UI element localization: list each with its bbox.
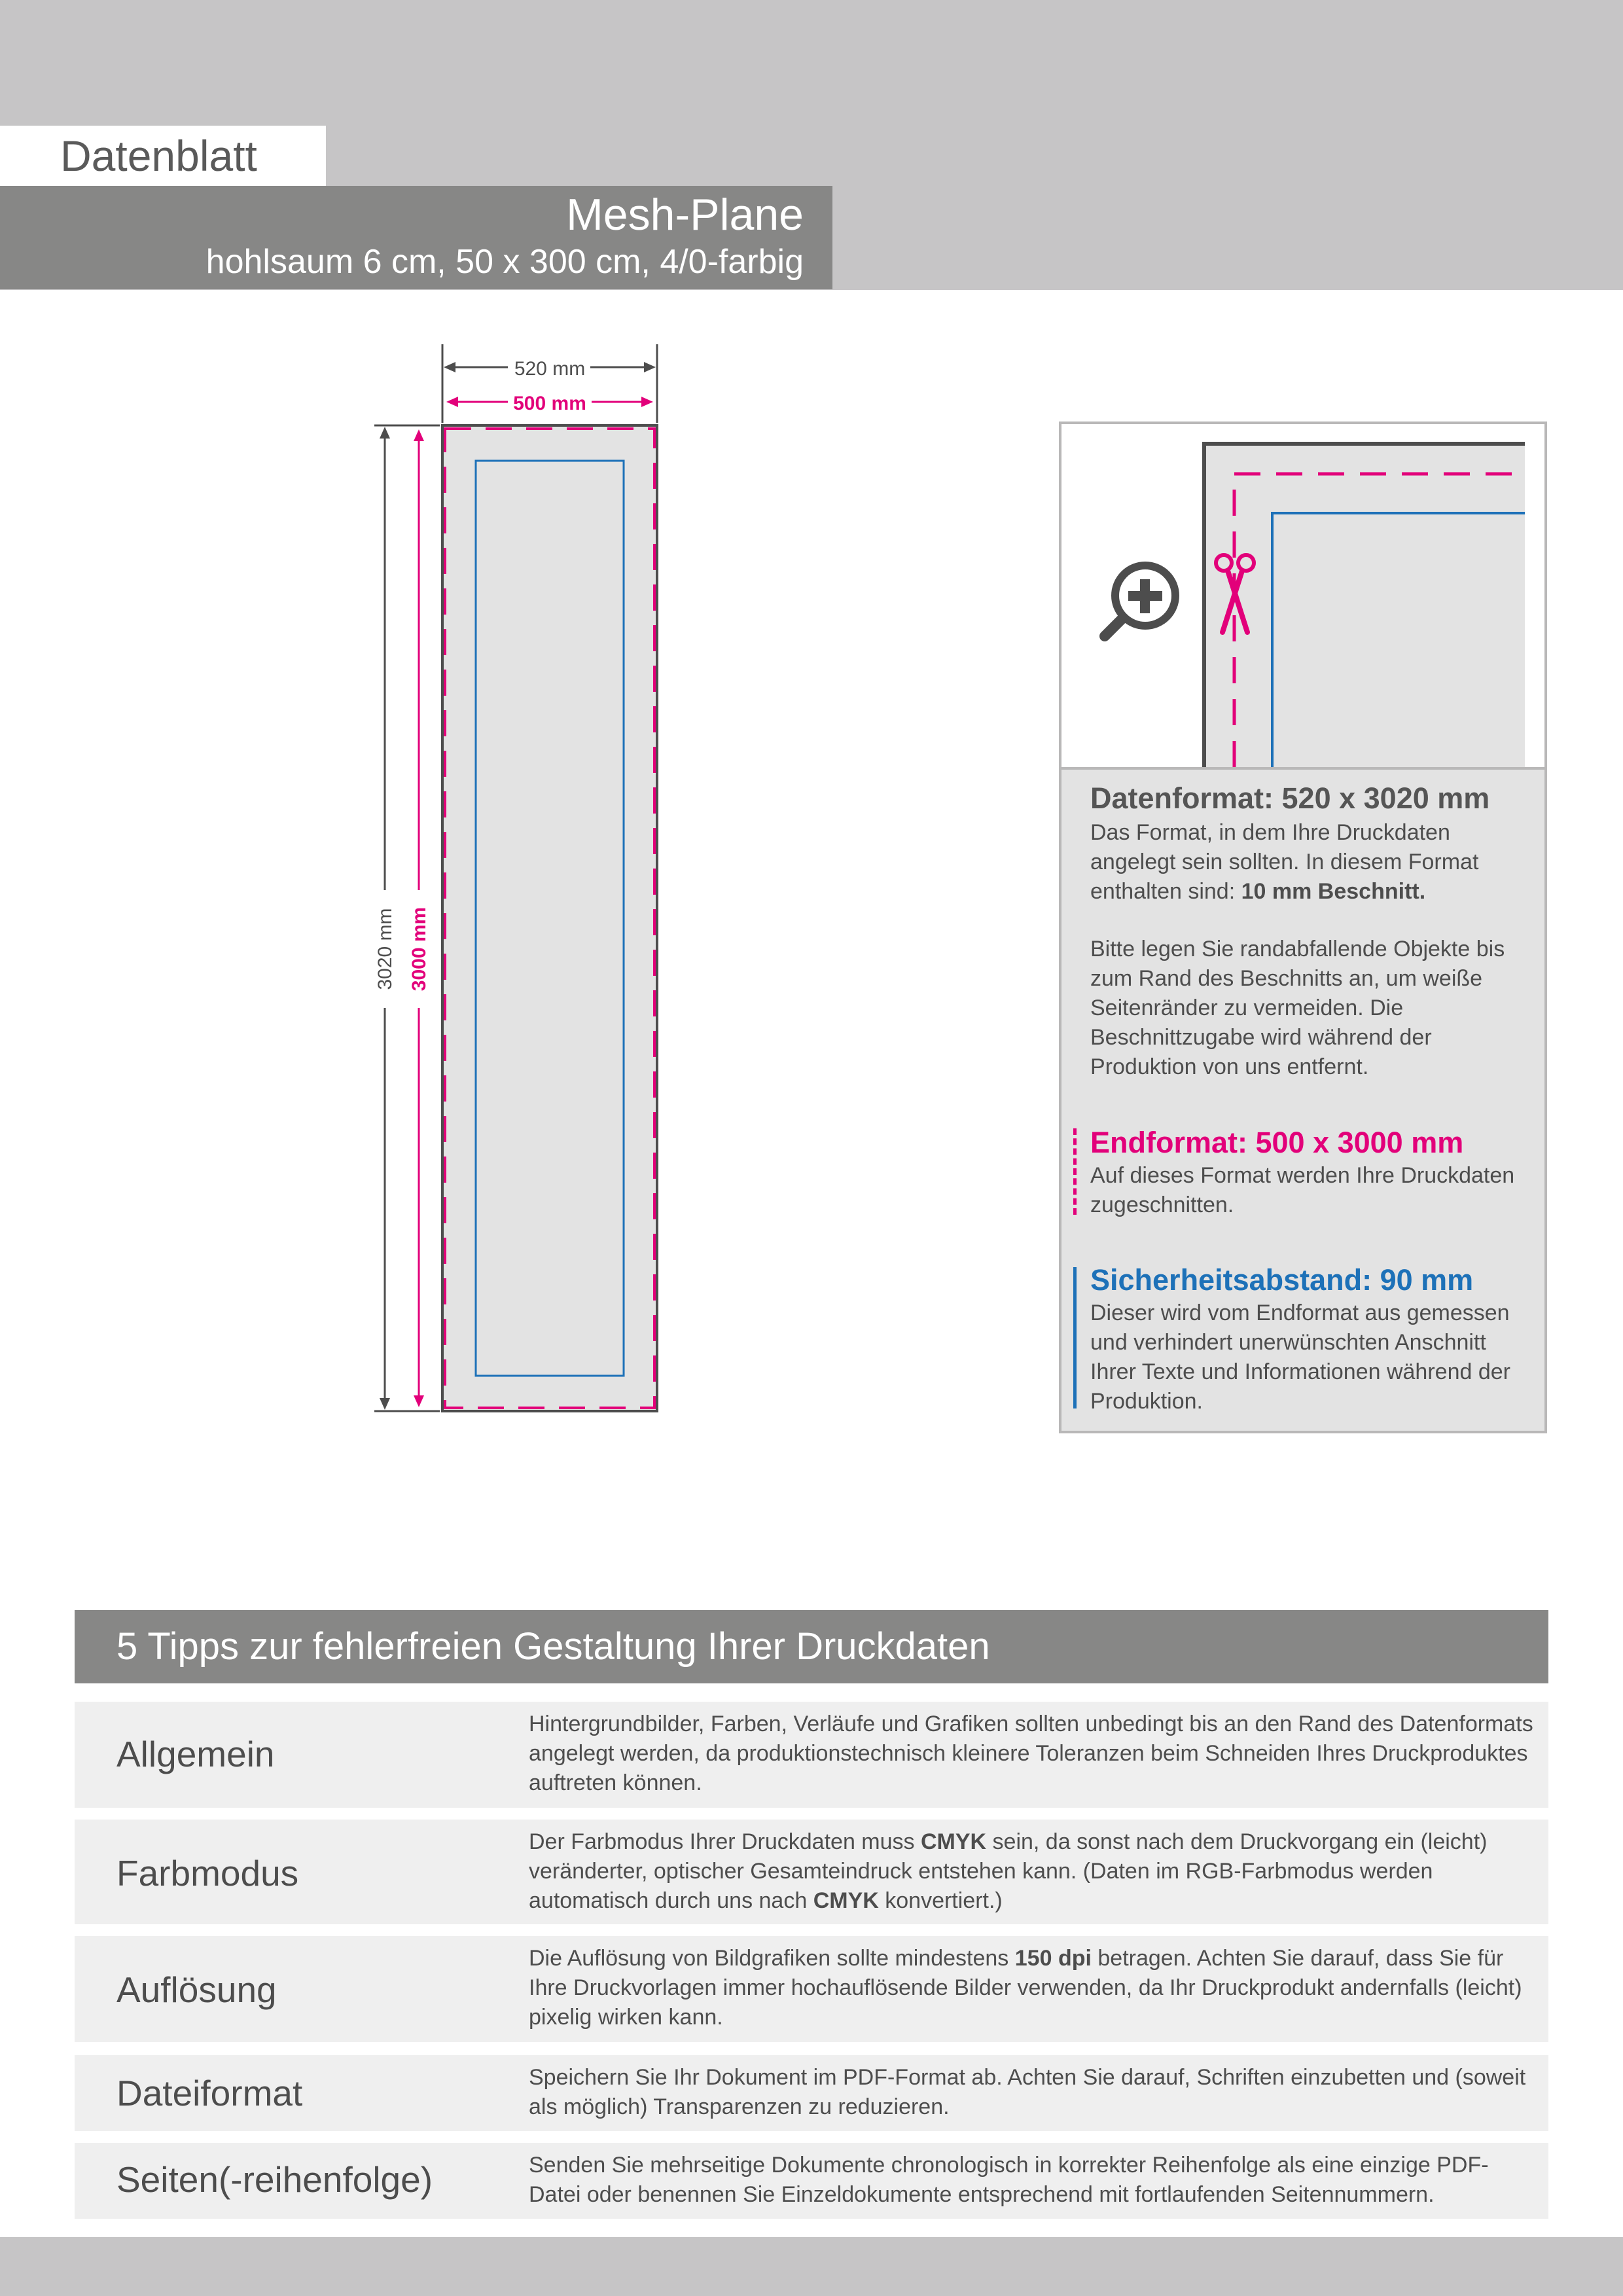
tip-text: Hintergrundbilder, Farben, Verläufe und Grafiken sollten unbedingt bis an den Rand des Datenformats angelegt werden, da produktionstechnisch kleinere Toleranzen beim Schneiden Ihres Druckproduktes auftreten können. [529, 1712, 1533, 1795]
data-format-description: Das Format, in dem Ihre Druckdaten angelegt sein sollten. In diesem Format enthalten sind: 10 mm Beschnitt. [1090, 820, 1479, 904]
safety-margin-marker [1073, 1267, 1077, 1408]
format-diagram [353, 340, 694, 1427]
tip-text: Die Auflösung von Bildgrafiken sollte mindestens 150 dpi betragen. Achten Sie darauf, dass Sie für Ihre Druckvorlagen immer hochauflösende Bilder verwenden, da Ihr Druckprodukt andernfalls (leicht) pixelig wirken kann. [529, 1946, 1522, 2030]
zoom-detail-illustration [1061, 424, 1544, 767]
height-outer-label: 3020 mm [374, 908, 396, 990]
tip-label: Auflösung [116, 1969, 277, 2010]
bleed-highlight: 10 mm Beschnitt. [1241, 879, 1426, 904]
bleed-instructions: Bitte legen Sie randabfallende Objekte bis zum Rand des Beschnitts an, um weiße Seitenränder zu vermeiden. Die Beschnittzugabe wird während der Produktion von uns entfernt. [1090, 937, 1505, 1079]
tip-text: Der Farbmodus Ihrer Druckdaten muss CMYK sein, da sonst nach dem Druckvorgang ein (leicht) veränderter, optischer Gesamteindruck entstehen kann. (Daten im RGB-Farbmodus werden automatisch durch uns nach CMYK konvertiert.) [529, 1829, 1488, 1913]
tip-label: Farbmodus [116, 1853, 299, 1893]
width-inner-label: 500 mm [513, 393, 586, 414]
tip-text: Speichern Sie Ihr Dokument im PDF-Format ab. Achten Sie darauf, Schriften einzubetten und (soweit als möglich) Transparenzen zu reduzieren. [529, 2065, 1526, 2119]
height-inner-label: 3000 mm [408, 906, 430, 992]
zoom-plus-icon [1105, 565, 1175, 636]
tip-row-seiten [75, 2143, 1548, 2219]
tip-label: Dateiformat [116, 2073, 303, 2113]
tip-row-allgemein [75, 1702, 1548, 1808]
footer-band [0, 2237, 1623, 2296]
data-format-rect [442, 425, 657, 1411]
safety-margin-heading: Sicherheitsabstand: 90 mm [1090, 1263, 1474, 1297]
safety-margin-description: Dieser wird vom Endformat aus gemessen und verhindert unerwünschten Anschnitt Ihrer Texte und Informationen während der Produktion. [1090, 1300, 1510, 1414]
section-label: Datenblatt [60, 132, 257, 180]
width-outer-label: 520 mm [514, 358, 586, 380]
tip-text: Senden Sie mehrseitige Dokumente chronologisch in korrekter Reihenfolge als eine einzige PDF-Datei oder benennen Sie Einzeldokumente entsprechend mit fortlaufenden Seitennummern. [529, 2153, 1489, 2207]
tip-row-aufloesung [75, 1936, 1548, 2042]
product-title: Mesh-Plane [566, 190, 804, 240]
data-format-heading: Datenformat: 520 x 3020 mm [1090, 781, 1490, 815]
end-format-marker [1073, 1128, 1077, 1215]
end-format-description: Auf dieses Format werden Ihre Druckdaten zugeschnitten. [1090, 1163, 1515, 1217]
tip-row-dateiformat [75, 2055, 1548, 2131]
end-format-heading: Endformat: 500 x 3000 mm [1090, 1126, 1464, 1159]
tip-label: Allgemein [116, 1734, 275, 1774]
tip-row-farbmodus [75, 1820, 1548, 1924]
tips-title: 5 Tipps zur fehlerfreien Gestaltung Ihrer Druckdaten [116, 1625, 990, 1668]
product-subtitle: hohlsaum 6 cm, 50 x 300 cm, 4/0-farbig [205, 243, 804, 281]
tip-label: Seiten(-reihenfolge) [116, 2159, 433, 2200]
